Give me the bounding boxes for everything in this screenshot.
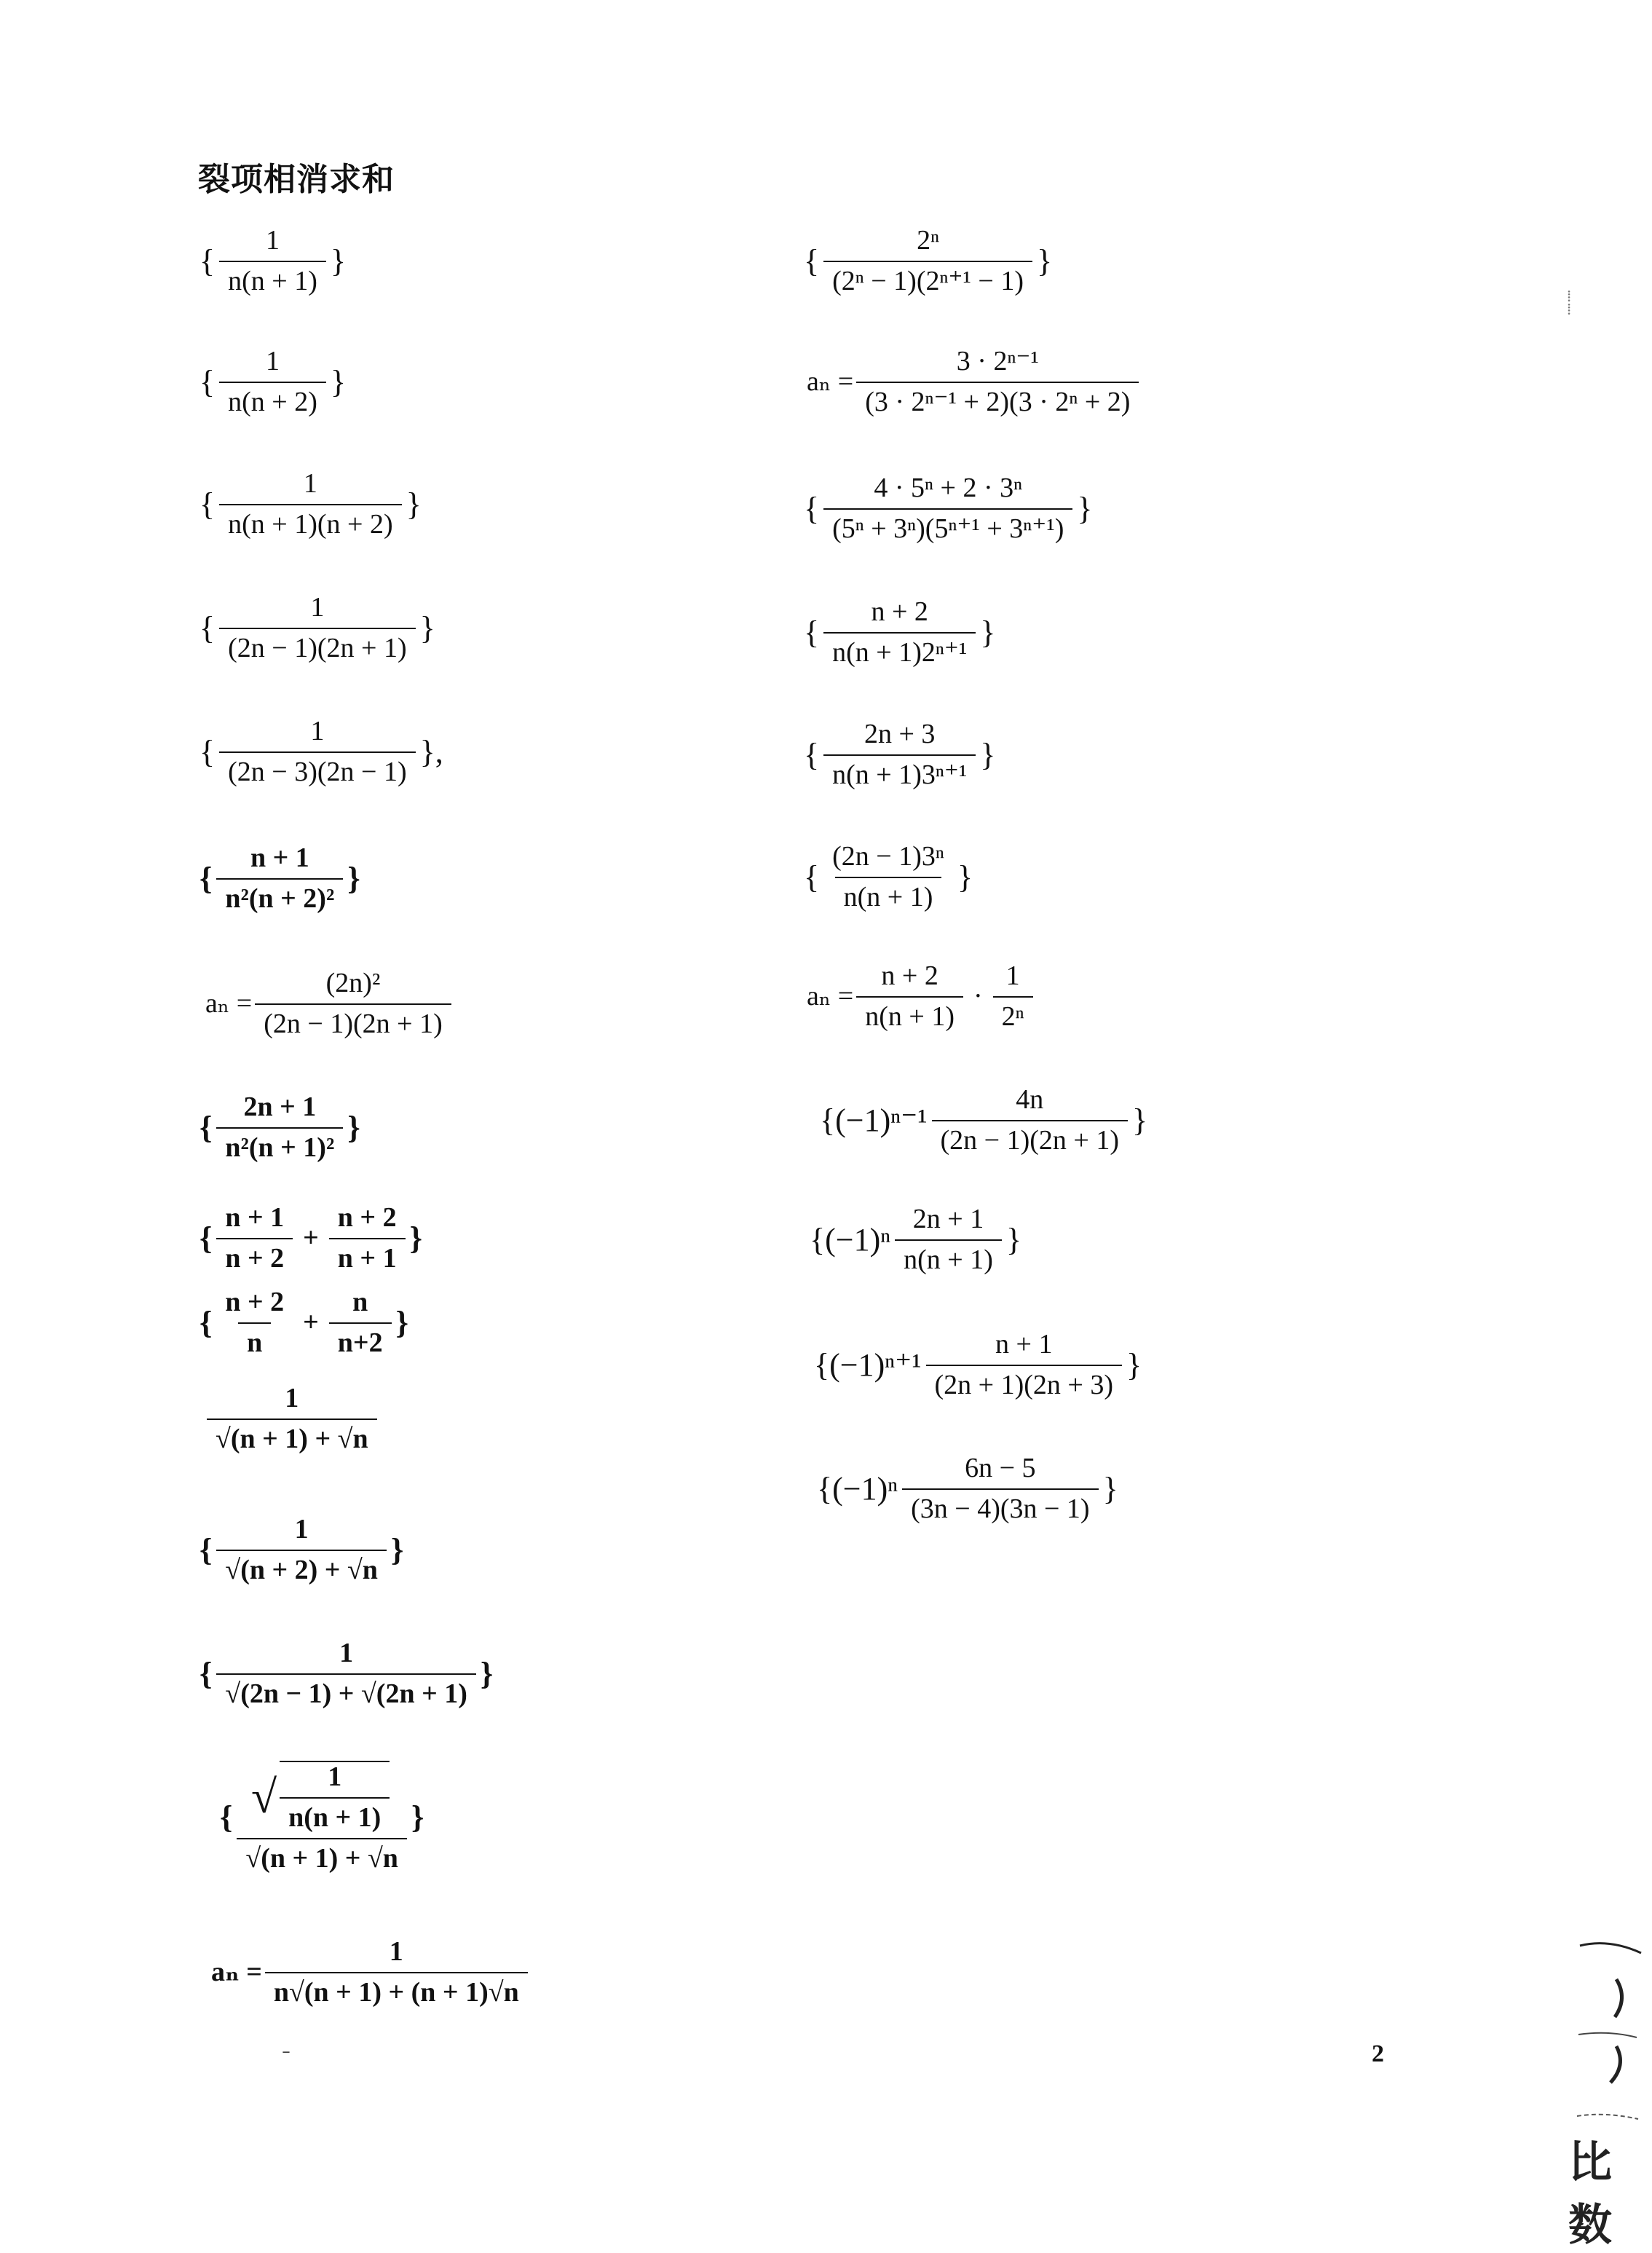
numerator: n + 1	[225, 1202, 285, 1233]
lhs: aₙ =	[205, 987, 253, 1019]
formula-right-6: { $\frac{\text{(2n − 1)3ⁿ}}{n(n + 1)}$ }	[804, 841, 973, 912]
formula-left-8: { $\frac{2n + 1}{\text{n²(n + 1)²}}$ }	[199, 1092, 360, 1163]
lhs: aₙ =	[807, 366, 854, 397]
page-title: 裂项相消求和	[198, 161, 395, 198]
numerator: 1	[303, 468, 317, 499]
formula-right-1: { $\frac{\text{2ⁿ}}{\text{(2ⁿ − 1)(2ⁿ⁺¹ − 1)}}$ }	[804, 225, 1053, 296]
denominator: (2n − 1)(2n + 1)	[219, 628, 415, 664]
formula-right-3: { $\frac{\text{4 · 5ⁿ + 2 · 3ⁿ}}{\text{(5ⁿ + 3ⁿ)(5ⁿ⁺¹ + 3ⁿ⁺¹)}}$ }	[804, 473, 1093, 544]
denominator: 2ⁿ	[993, 996, 1033, 1033]
formula-left-3: { $\frac{1}{n(n + 1)(n + 2)}$ }	[199, 468, 422, 540]
denominator: (2n − 1)(2n + 1)	[932, 1120, 1128, 1156]
denominator: n(n + 1)(n + 2)	[219, 504, 401, 540]
stray-mark: ˗	[282, 2037, 290, 2061]
numerator: 4 · 5ⁿ + 2 · 3ⁿ	[874, 473, 1023, 503]
denominator: n + 2	[216, 1238, 293, 1274]
denominator: n(n + 2)	[219, 382, 326, 418]
formula-right-7: aₙ = $\frac{n + 2}{n(n + 1)}$ · $\frac{1}{\text{2ⁿ}}$	[807, 961, 1036, 1033]
numerator: 2ⁿ	[917, 225, 940, 256]
formula-right-4: { $\frac{n + 2}{\text{n(n + 1)2ⁿ⁺¹}}$ }	[804, 596, 996, 668]
denominator: (5ⁿ + 3ⁿ)(5ⁿ⁺¹ + 3ⁿ⁺¹)	[823, 508, 1072, 545]
formula-left-14: { √ $\frac{1}{n(n + 1)}$ √(n + 1) + √n }	[220, 1761, 424, 1874]
numerator: 2n + 1	[912, 1204, 984, 1234]
margin-handwriting	[1565, 1937, 1645, 2251]
formula-left-4: { $\frac{1}{(2n - 1)(2n + 1)}$ }	[199, 592, 435, 663]
numerator: (2n − 1)3ⁿ	[832, 841, 944, 872]
formula-left-7	[205, 968, 454, 1040]
denominator: √(2n − 1) + √(2n + 1)	[216, 1673, 476, 1710]
numerator: n + 2	[871, 596, 928, 627]
numerator: 3 · 2ⁿ⁻¹	[956, 346, 1039, 376]
numerator: 1	[285, 1383, 299, 1413]
denominator: n(n + 1)2ⁿ⁺¹	[823, 632, 976, 668]
formula-left-9: { $\frac{n + 1}{n + 2}$ + $\frac{n + 2}{n + 1}$ }	[199, 1202, 422, 1274]
formula-left-13: { $\frac{1}{√(2n - 1) + √(2n + 1)}$ }	[199, 1638, 494, 1709]
numerator: 1	[389, 1936, 403, 1967]
formula-left-10: { $\frac{n + 2}{n}$ + $\frac{n}{n+2}$ }	[199, 1287, 408, 1358]
denominator: √(n + 1) + √n	[237, 1838, 407, 1874]
sqrt-icon: √	[250, 1770, 277, 1823]
numerator: 1	[310, 592, 325, 623]
numerator	[242, 1761, 401, 1838]
formula-left-6: { $\frac{n + 1}{\text{n²(n + 2)²}}$ }	[199, 843, 360, 914]
margin-note: 比数	[1568, 2137, 1612, 2251]
denominator: n(n + 1)3ⁿ⁺¹	[823, 754, 976, 791]
denominator: (2n − 3)(2n − 1)	[219, 751, 415, 788]
formula-right-9: {(−1)ⁿ $\frac{2n + 1}{n(n + 1)}$ }	[810, 1204, 1021, 1275]
formula-left-1: { $\frac{1}{n(n + 1)}$ }	[199, 225, 346, 296]
numerator: 1	[339, 1638, 354, 1668]
denominator: n(n + 1)	[835, 877, 942, 913]
numerator: 2n + 1	[243, 1092, 317, 1122]
denominator: n + 1	[329, 1238, 406, 1274]
denominator: n(n + 1)	[219, 261, 326, 297]
lhs: aₙ =	[807, 980, 854, 1011]
scan-dots: ⁞ ⁞	[1567, 287, 1572, 318]
denominator: n(n + 1)	[280, 1797, 390, 1834]
denominator: n+2	[329, 1322, 392, 1359]
numerator: 1	[310, 716, 325, 746]
numerator: n + 1	[250, 843, 309, 873]
formula-left-2: { $\frac{1}{n(n + 2)}$ }	[199, 346, 346, 417]
lhs: aₙ =	[211, 1956, 262, 1987]
denominator: √(n + 2) + √n	[216, 1550, 387, 1586]
formula-right-8: {(−1)ⁿ⁻¹ $\frac{4n}{(2n - 1)(2n + 1)}$ }	[820, 1084, 1148, 1156]
denominator: n(n + 1)	[856, 996, 963, 1033]
formula-left-5: { $\frac{1}{(2n - 3)(2n - 1)}$ },	[199, 716, 443, 787]
formula-left-12: { $\frac{1}{√(n + 2) + √n}$ }	[199, 1514, 404, 1585]
numerator: 1	[1005, 960, 1020, 991]
numerator: 1	[266, 225, 280, 256]
numerator: n + 1	[995, 1329, 1053, 1360]
numerator: 6n − 5	[965, 1453, 1036, 1483]
numerator: n + 2	[337, 1202, 397, 1233]
denominator: n²(n + 2)²	[216, 878, 343, 915]
denominator: (2ⁿ − 1)(2ⁿ⁺¹ − 1)	[823, 261, 1032, 297]
numerator: 4n	[1016, 1084, 1044, 1115]
formula-right-5: { $\frac{2n + 3}{\text{n(n + 1)3ⁿ⁺¹}}$ }	[804, 719, 996, 790]
denominator: n	[238, 1322, 271, 1359]
denominator: n(n + 1)	[895, 1239, 1002, 1276]
denominator: (2n + 1)(2n + 3)	[926, 1365, 1122, 1401]
formula-left-15	[211, 1937, 531, 2008]
denominator: (3 · 2ⁿ⁻¹ + 2)(3 · 2ⁿ + 2)	[856, 382, 1139, 418]
denominator: (3n − 4)(3n − 1)	[902, 1488, 1098, 1525]
numerator: 1	[294, 1514, 309, 1544]
formula-right-10: {(−1)ⁿ⁺¹ $\frac{n + 1}{(2n + 1)(2n + 3)}$ }	[814, 1329, 1142, 1400]
formula-left-11	[204, 1384, 380, 1455]
numerator: 2n + 3	[863, 719, 936, 749]
numerator: 1	[328, 1761, 342, 1792]
formula-right-11: {(−1)ⁿ $\frac{6n - 5}{(3n - 4)(3n - 1)}$ }	[817, 1453, 1118, 1524]
numerator: 1	[266, 346, 280, 376]
denominator: √(n + 1) + √n	[207, 1419, 377, 1455]
page-number: 2	[1372, 2040, 1384, 2067]
denominator: (2n − 1)(2n + 1)	[255, 1003, 451, 1040]
denominator: n²(n + 1)²	[216, 1127, 343, 1164]
numerator: n + 2	[881, 960, 938, 991]
numerator: n + 2	[225, 1287, 285, 1317]
numerator: (2n)²	[325, 968, 381, 998]
numerator: n	[352, 1287, 368, 1317]
formula-right-2	[807, 347, 1142, 418]
denominator: n√(n + 1) + (n + 1)√n	[265, 1972, 528, 2008]
